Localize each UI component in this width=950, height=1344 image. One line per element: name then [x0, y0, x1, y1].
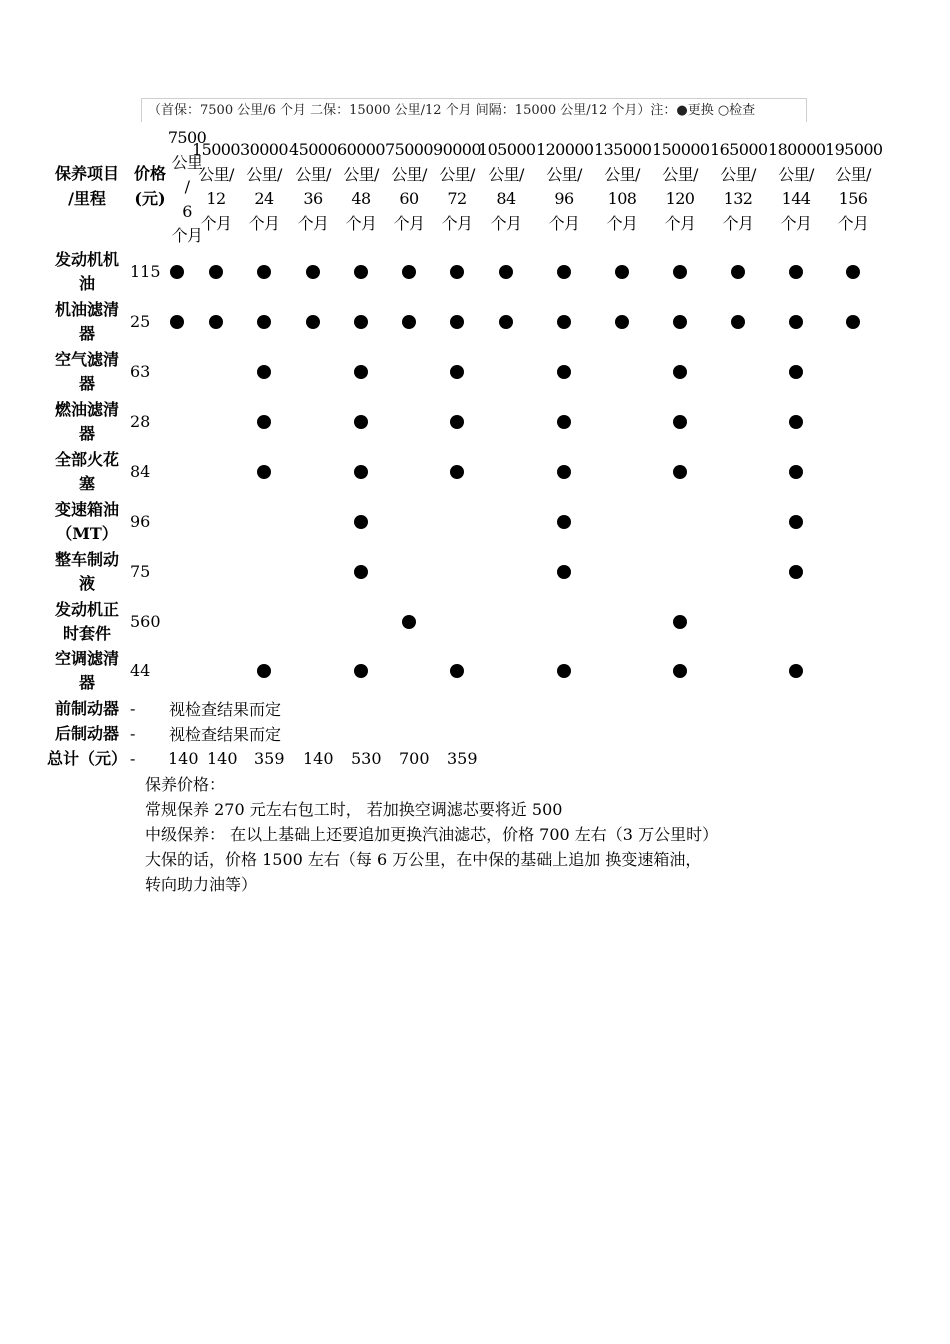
total-value: 530: [351, 749, 382, 768]
replace-mark: [673, 365, 687, 379]
item-name: 机油滤清 器: [54, 300, 119, 343]
replace-mark: [354, 515, 368, 529]
item-name: 空气滤清 器: [54, 350, 119, 393]
header-price-label: 价格 (元): [133, 164, 166, 208]
replace-mark: [257, 664, 271, 678]
header-mileage: 105000 公里/ 84 个月: [478, 140, 536, 233]
replace-mark: [789, 415, 803, 429]
replace-mark: [450, 265, 464, 279]
total-value: 140: [207, 749, 238, 768]
replace-mark: [673, 415, 687, 429]
item-price: 84: [130, 462, 151, 481]
replace-mark: [209, 315, 223, 329]
replace-mark: [673, 615, 687, 629]
total-value: 359: [254, 749, 285, 768]
item-price: 63: [130, 362, 151, 381]
total-value: 359: [447, 749, 478, 768]
item-name: 前制动器: [54, 699, 119, 718]
replace-mark: [306, 315, 320, 329]
replace-mark: [450, 365, 464, 379]
item-name: 全部火花 塞: [54, 450, 119, 493]
item-name: 发动机正 时套件: [54, 600, 119, 643]
replace-mark: [354, 415, 368, 429]
item-name: 变速箱油 （MT）: [54, 500, 119, 543]
item-price: -: [130, 724, 136, 743]
header-item-label: 保养项目 /里程: [54, 164, 119, 208]
replace-mark: [789, 565, 803, 579]
header-mileage: 120000 公里/ 96 个月: [536, 140, 594, 233]
replace-mark: [450, 664, 464, 678]
total-value: 140: [303, 749, 334, 768]
replace-mark: [499, 265, 513, 279]
replace-mark: [450, 415, 464, 429]
replace-mark: [673, 315, 687, 329]
item-price: 96: [130, 512, 151, 531]
header-mileage: 195000 公里/ 156 个月: [825, 140, 883, 233]
note-line: 常规保养 270 元左右包工时， 若加换空调滤芯要将近 500: [145, 800, 563, 819]
replace-mark: [354, 565, 368, 579]
replace-mark: [354, 265, 368, 279]
replace-mark: [731, 265, 745, 279]
replace-mark: [789, 315, 803, 329]
replace-mark: [673, 265, 687, 279]
replace-mark: [557, 465, 571, 479]
item-price: 28: [130, 412, 151, 431]
replace-mark: [557, 265, 571, 279]
replace-mark: [402, 315, 416, 329]
header-mileage: 7500 公里 / 6 个月: [167, 128, 207, 245]
replace-mark: [557, 365, 571, 379]
header-mileage: 135000 公里/ 108 个月: [594, 140, 652, 233]
replace-mark: [673, 664, 687, 678]
header-mileage: 180000 公里/ 144 个月: [768, 140, 826, 233]
replace-mark: [257, 265, 271, 279]
replace-mark: [615, 315, 629, 329]
replace-mark: [170, 265, 184, 279]
replace-mark: [354, 664, 368, 678]
replace-mark: [450, 315, 464, 329]
header-mileage: 75000 公里/ 60 个月: [385, 140, 433, 233]
replace-mark: [354, 315, 368, 329]
replace-mark: [257, 465, 271, 479]
replace-mark: [789, 465, 803, 479]
item-name: 空调滤清 器: [54, 649, 119, 692]
replace-mark: [450, 465, 464, 479]
note-line: 中级保养： 在以上基础上还要追加更换汽油滤芯，价格 700 左右（3 万公里时）: [145, 825, 719, 844]
header-mileage: 45000 公里/ 36 个月: [289, 140, 337, 233]
item-price: 44: [130, 661, 151, 680]
header-mileage: 90000 公里/ 72 个月: [433, 140, 481, 233]
replace-mark: [557, 415, 571, 429]
replace-mark: [557, 315, 571, 329]
replace-mark: [789, 265, 803, 279]
replace-mark: [615, 265, 629, 279]
legend-note: （首保：7500 公里/6 个月 二保：15000 公里/12 个月 间隔：15000 公里/12 个月）注：●更换 ○检查: [141, 98, 807, 122]
replace-mark: [846, 265, 860, 279]
replace-mark: [731, 315, 745, 329]
item-name: 燃油滤清 器: [54, 400, 119, 443]
note-line: 大保的话，价格 1500 左右（每 6 万公里，在中保的基础上追加 换变速箱油，: [145, 850, 702, 869]
header-mileage: 165000 公里/ 132 个月: [710, 140, 768, 233]
replace-mark: [557, 565, 571, 579]
replace-mark: [402, 265, 416, 279]
item-name: 后制动器: [54, 724, 119, 743]
inspection-text: 视检查结果而定: [169, 700, 282, 719]
replace-mark: [209, 265, 223, 279]
item-name: 整车制动 液: [54, 550, 119, 593]
header-mileage: 150000 公里/ 120 个月: [652, 140, 710, 233]
total-value: 140: [168, 749, 199, 768]
item-name: 发动机机 油: [54, 250, 119, 293]
replace-mark: [170, 315, 184, 329]
item-price: 75: [130, 562, 151, 581]
note-line: 保养价格：: [145, 775, 226, 794]
header-mileage: 30000 公里/ 24 个月: [240, 140, 288, 233]
note-line: 转向助力油等）: [145, 875, 258, 894]
total-label: 总计（元）: [46, 749, 127, 768]
replace-mark: [557, 664, 571, 678]
item-price: 560: [130, 612, 161, 631]
replace-mark: [354, 365, 368, 379]
replace-mark: [257, 315, 271, 329]
item-price: 25: [130, 312, 151, 331]
replace-mark: [257, 365, 271, 379]
replace-mark: [402, 615, 416, 629]
item-price: 115: [130, 262, 161, 281]
replace-mark: [557, 515, 571, 529]
header-mileage: 15000 公里/ 12 个月: [192, 140, 240, 233]
replace-mark: [789, 664, 803, 678]
inspection-text: 视检查结果而定: [169, 725, 282, 744]
item-price: -: [130, 699, 136, 718]
replace-mark: [306, 265, 320, 279]
replace-mark: [846, 315, 860, 329]
replace-mark: [257, 415, 271, 429]
replace-mark: [789, 365, 803, 379]
replace-mark: [354, 465, 368, 479]
replace-mark: [499, 315, 513, 329]
total-price: -: [130, 749, 136, 768]
replace-mark: [673, 465, 687, 479]
total-value: 700: [399, 749, 430, 768]
header-mileage: 60000 公里/ 48 个月: [337, 140, 385, 233]
replace-mark: [789, 515, 803, 529]
